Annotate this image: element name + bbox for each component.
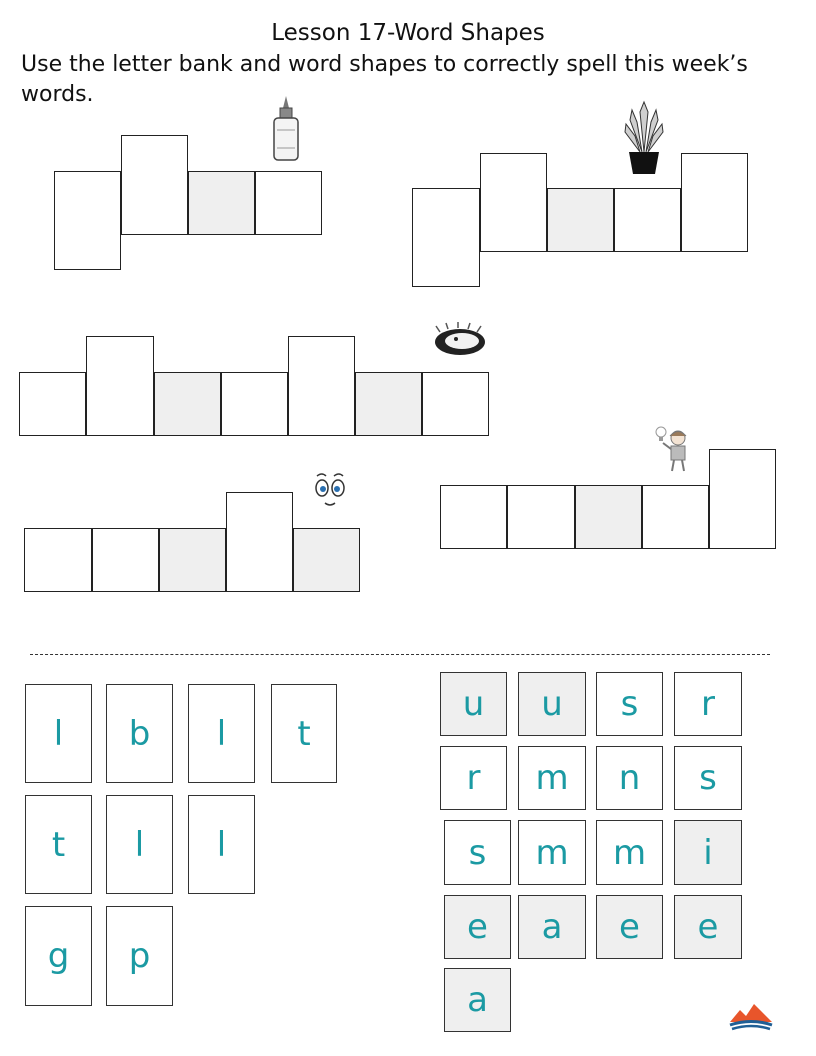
letter-tile[interactable]: l	[188, 684, 255, 783]
letter-box[interactable]	[24, 528, 92, 592]
letter-tile[interactable]: l	[25, 684, 92, 783]
letter-box[interactable]	[92, 528, 159, 592]
letter-tile[interactable]: l	[106, 795, 173, 894]
letter-box[interactable]	[412, 188, 480, 287]
letter-tile[interactable]: e	[674, 895, 742, 959]
letter-box[interactable]	[681, 153, 748, 252]
letter-box[interactable]	[355, 372, 422, 436]
letter-box[interactable]	[19, 372, 86, 436]
eyes-face-icon	[312, 470, 348, 510]
letter-box[interactable]	[188, 171, 255, 235]
letter-tile[interactable]: e	[444, 895, 511, 959]
letter-box[interactable]	[642, 485, 709, 549]
glue-bottle-icon	[270, 94, 302, 162]
letter-box[interactable]	[54, 171, 121, 270]
letter-tile[interactable]: b	[106, 684, 173, 783]
letter-box[interactable]	[440, 485, 507, 549]
letter-tile[interactable]: e	[596, 895, 663, 959]
letter-box[interactable]	[255, 171, 322, 235]
letter-tile[interactable]: m	[518, 746, 586, 810]
letter-tile[interactable]: u	[518, 672, 586, 736]
letter-box[interactable]	[709, 449, 776, 549]
girl-idea-icon	[654, 424, 694, 474]
letter-box[interactable]	[288, 336, 355, 436]
letter-box[interactable]	[226, 492, 293, 592]
page-title: Lesson 17-Word Shapes	[271, 20, 545, 46]
publisher-logo-icon	[728, 1002, 774, 1032]
letter-tile[interactable]: s	[674, 746, 742, 810]
letter-tile[interactable]: m	[518, 820, 586, 885]
potted-plant-icon	[622, 100, 666, 176]
letter-tile[interactable]: p	[106, 906, 173, 1006]
letter-tile[interactable]: i	[674, 820, 742, 885]
letter-box[interactable]	[547, 188, 614, 252]
letter-tile[interactable]: a	[444, 968, 511, 1032]
letter-tile[interactable]: a	[518, 895, 586, 959]
letter-box[interactable]	[86, 336, 154, 436]
instructions: Use the letter bank and word shapes to correctly spell this week’s words.	[21, 52, 748, 107]
letter-tile[interactable]: t	[271, 684, 337, 783]
letter-tile[interactable]: u	[440, 672, 507, 736]
letter-box[interactable]	[422, 372, 489, 436]
letter-box[interactable]	[614, 188, 681, 252]
letter-tile[interactable]: n	[596, 746, 663, 810]
letter-tile[interactable]: l	[188, 795, 255, 894]
letter-box[interactable]	[480, 153, 547, 252]
letter-tile[interactable]: s	[596, 672, 663, 736]
letter-box[interactable]	[159, 528, 226, 592]
hedgehog-icon	[432, 322, 488, 358]
letter-tile[interactable]: r	[674, 672, 742, 736]
letter-tile[interactable]: g	[25, 906, 92, 1006]
dashed-divider	[30, 654, 770, 655]
letter-tile[interactable]: s	[444, 820, 511, 885]
letter-box[interactable]	[221, 372, 288, 436]
letter-tile[interactable]: r	[440, 746, 507, 810]
letter-box[interactable]	[507, 485, 575, 549]
letter-box[interactable]	[154, 372, 221, 436]
letter-box[interactable]	[293, 528, 360, 592]
letter-tile[interactable]: m	[596, 820, 663, 885]
letter-box[interactable]	[121, 135, 188, 235]
letter-tile[interactable]: t	[25, 795, 92, 894]
letter-box[interactable]	[575, 485, 642, 549]
